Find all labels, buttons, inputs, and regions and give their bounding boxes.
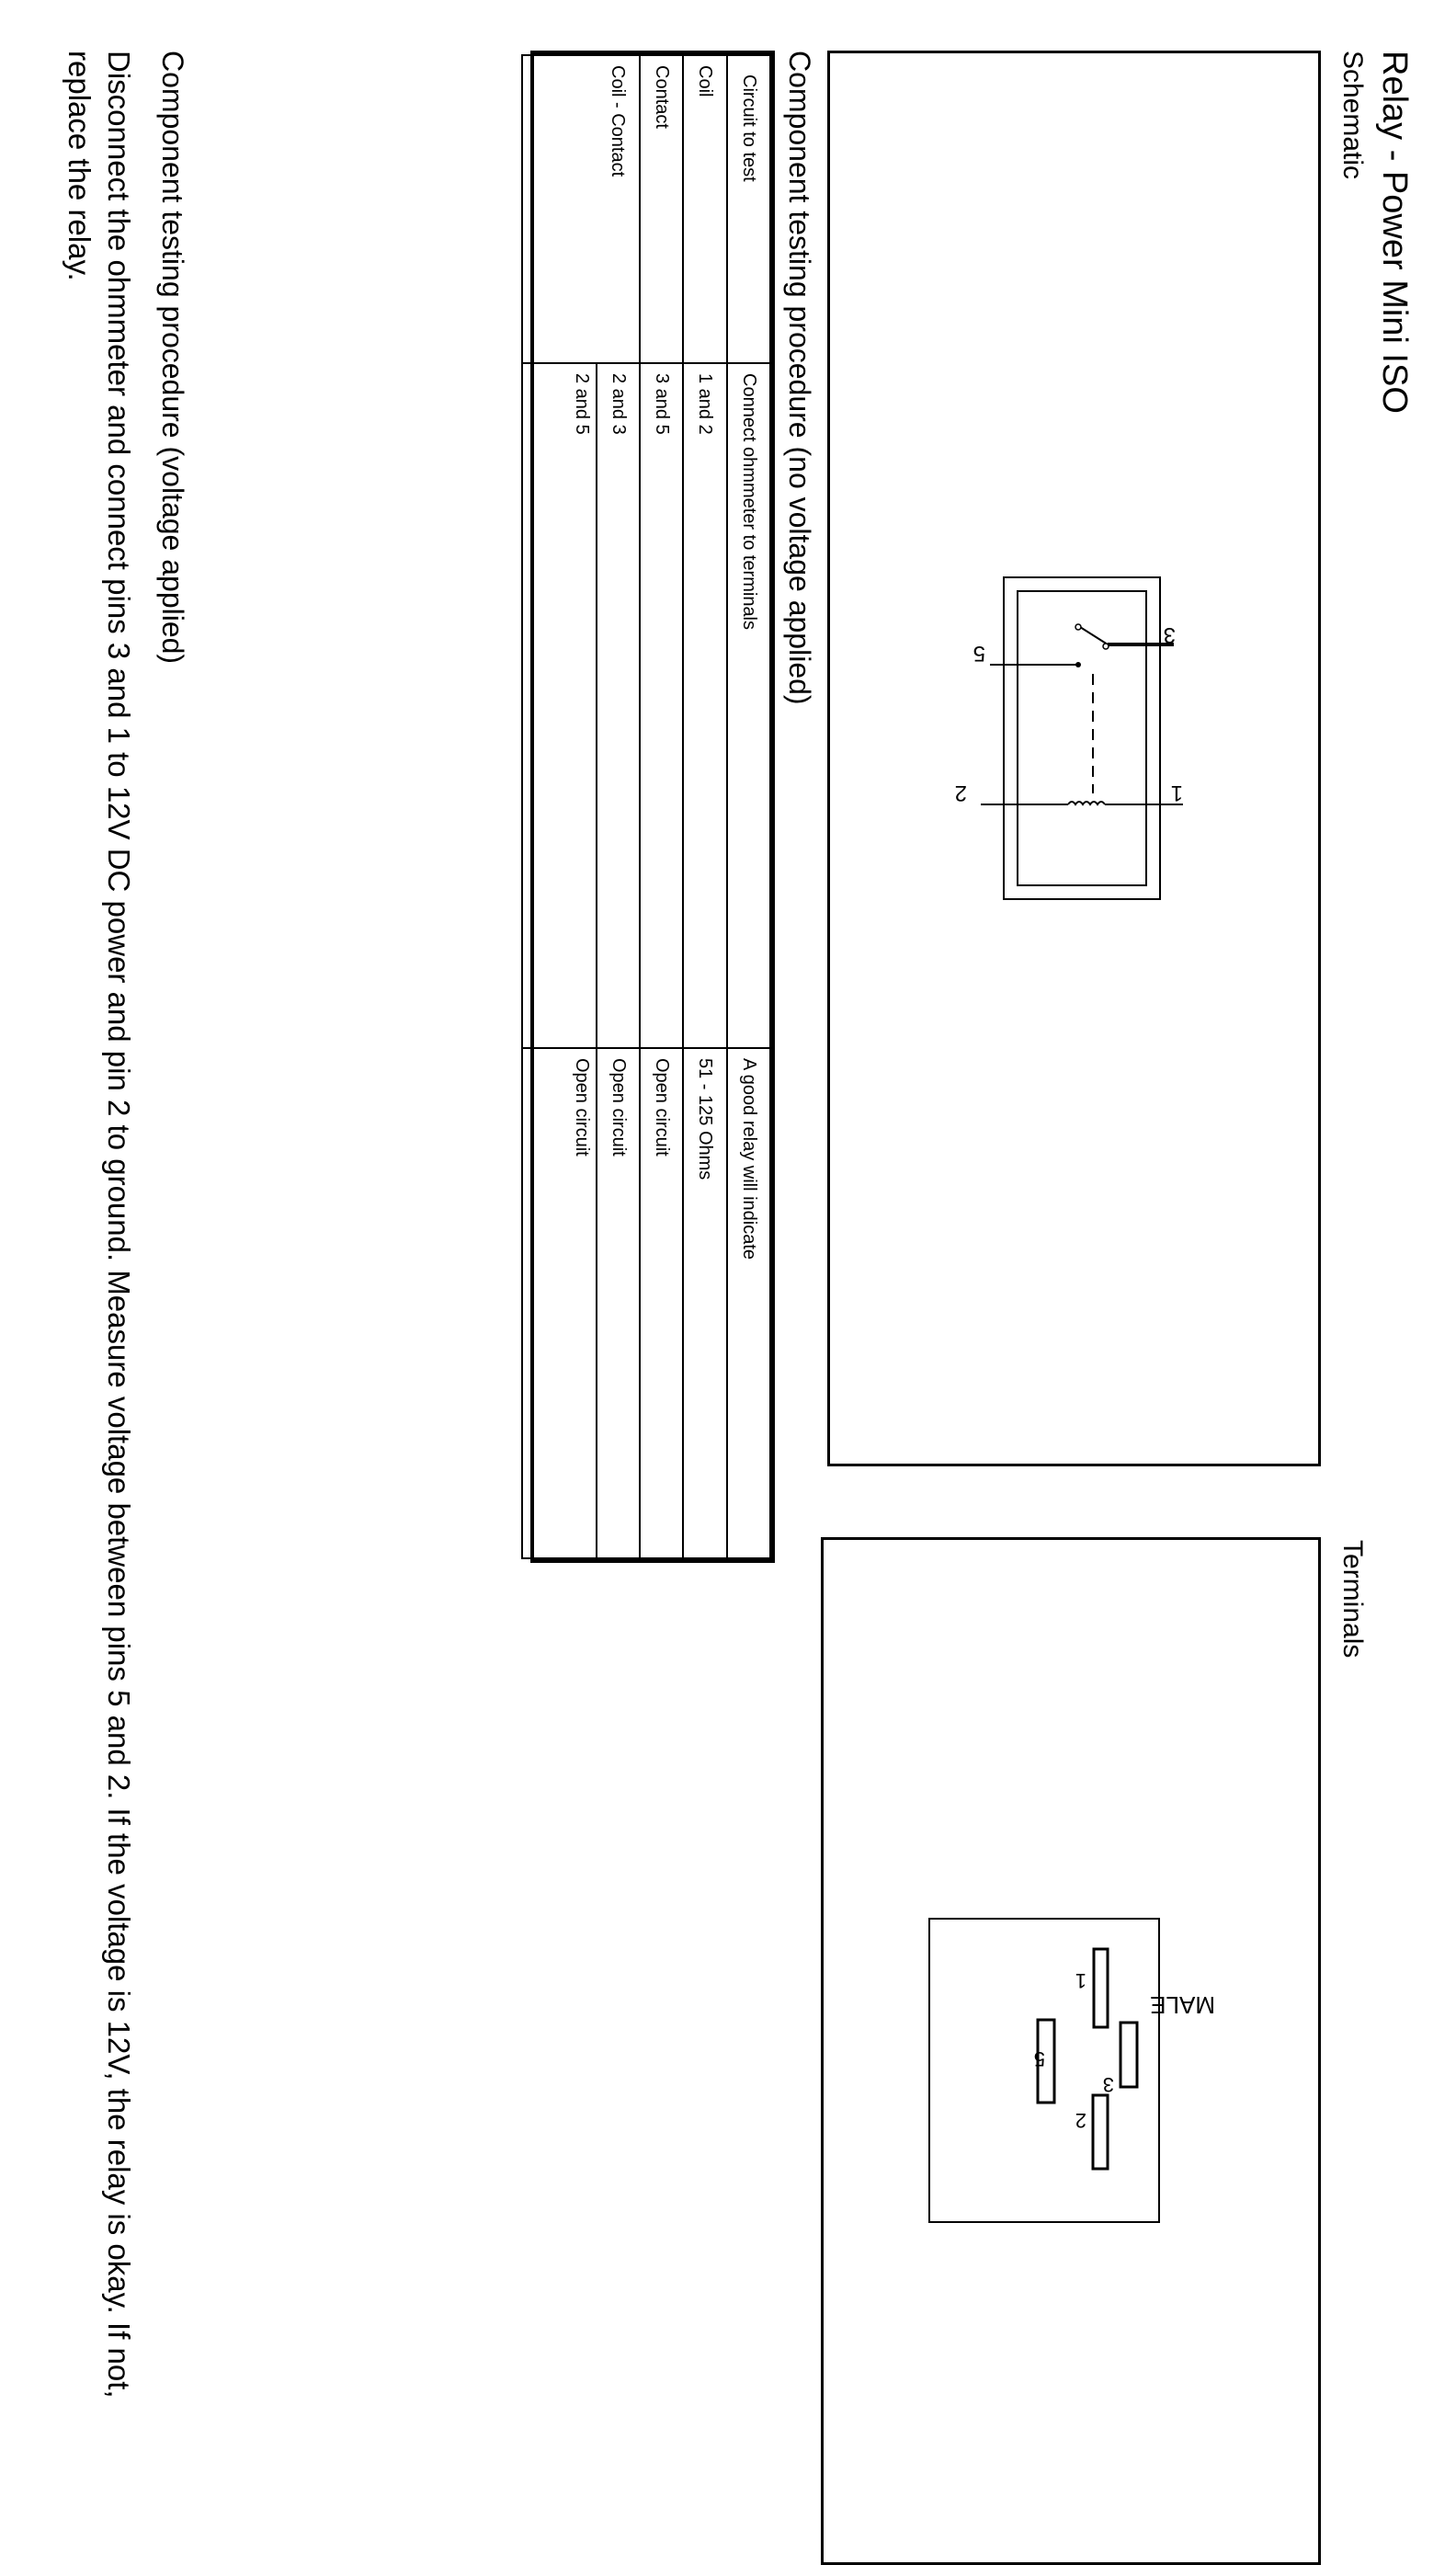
terminal-gender-label: MALE <box>1150 1991 1215 2019</box>
cell-terminals: 3 and 5 <box>640 363 683 1048</box>
terminals-panel <box>821 1537 1321 2565</box>
schematic-outer-frame <box>1004 577 1160 899</box>
resistance-test-table-frame <box>530 51 775 1563</box>
schematic-pin-2-label: 2 <box>954 781 967 805</box>
terminal-pin-1 <box>1094 1949 1108 2027</box>
schematic-inner-frame <box>1018 591 1146 885</box>
cell-terminals: 2 and 5 <box>522 363 597 1048</box>
cell-indication: Open circuit <box>640 1048 683 1558</box>
switch-arm <box>1080 627 1108 644</box>
schematic-pin-1-label: 1 <box>1170 781 1183 805</box>
cell-indication: Open circuit <box>522 1048 597 1558</box>
header-terminals: Connect ohmmeter to terminals <box>727 363 770 1048</box>
table-row <box>640 55 683 1558</box>
header-indication: A good relay will indicate <box>727 1048 770 1558</box>
relay-schematic-diagram <box>827 51 1321 1466</box>
terminal-pin-3 <box>1120 2023 1137 2087</box>
switch-contact-a <box>1103 644 1109 649</box>
test-voltage-heading: Component testing procedure (voltage applied) <box>156 51 189 665</box>
resistance-test-table <box>521 54 771 1559</box>
page-title: Relay - Power Mini ISO <box>1375 51 1414 414</box>
schematic-pin-3-label: 3 <box>1163 622 1176 647</box>
terminal-pin-1-label: 1 <box>1075 1969 1086 1992</box>
terminal-pin-5-label: 5 <box>1033 2047 1045 2070</box>
switch-pivot <box>1075 624 1081 630</box>
schematic-pin-5-label: 5 <box>973 641 985 666</box>
cell-circuit: Coil - Contact <box>522 55 640 363</box>
relay-terminals-diagram <box>821 1537 1321 2565</box>
terminal-pin-3-label: 3 <box>1102 2073 1114 2096</box>
cell-indication: 51 - 125 Ohms <box>683 1048 727 1558</box>
test-no-voltage-heading: Component testing procedure (no voltage applied) <box>783 51 816 705</box>
terminal-pin-2-label: 2 <box>1075 2109 1086 2132</box>
coil-winding <box>1068 802 1105 804</box>
schematic-label: Schematic <box>1337 51 1368 180</box>
table-row <box>597 55 640 1558</box>
header-circuit: Circuit to test <box>727 55 770 363</box>
cell-terminals: 2 and 3 <box>597 363 640 1048</box>
table-row <box>683 55 727 1558</box>
cell-circuit: Coil <box>683 55 727 363</box>
terminals-label: Terminals <box>1337 1540 1368 1659</box>
terminal-pin-2 <box>1093 2095 1108 2169</box>
cell-circuit: Contact <box>640 55 683 363</box>
schematic-panel <box>827 51 1321 1466</box>
cell-indication: Open circuit <box>597 1048 640 1558</box>
table-header-row <box>727 55 770 1558</box>
cell-terminals: 1 and 2 <box>683 363 727 1048</box>
test-voltage-instructions: Disconnect the ohmmeter and connect pins 3 and 1 to 12V DC power and pin 2 to ground. Measure voltage between pins 5 and 2. If the voltage is 12V, the relay is okay. If not, replace the relay. <box>63 51 136 2399</box>
